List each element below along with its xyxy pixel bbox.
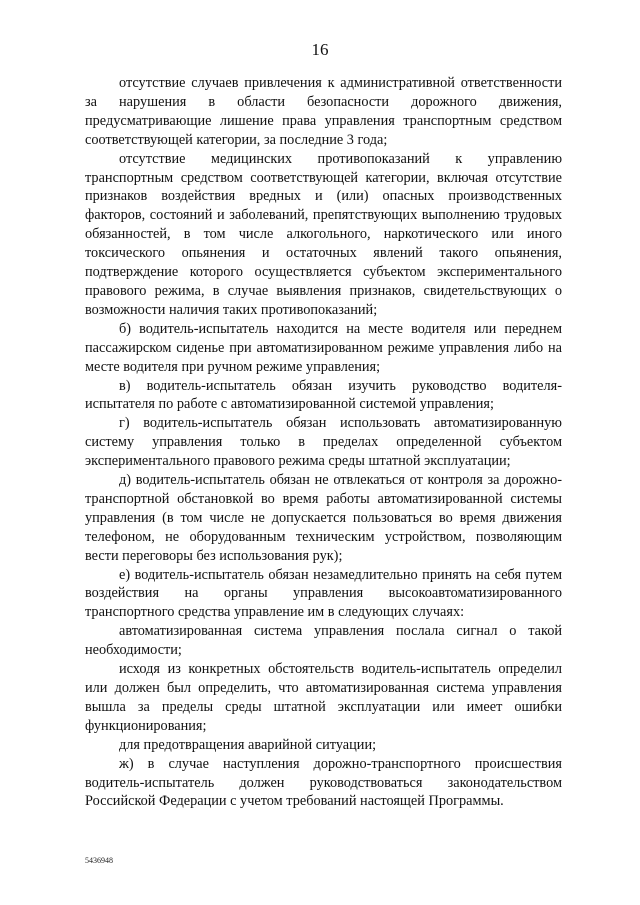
document-id: 5436948 (85, 856, 113, 865)
paragraph-prevent-emergency: для предотвращения аварийной ситуации; (119, 736, 377, 753)
paragraph-b-driver-seat: б) водитель-испытатель находится на месте водителя или переднем пассажирском сиденье при автоматизированном режиме управления либо на месте водителя при ручном режиме управления; (85, 320, 562, 375)
page-number: 16 (311, 40, 329, 59)
paragraph-e-take-control: е) водитель-испытатель обязан незамедлительно принять на себя путем воздействия на органы управления высокоавтоматизированного транспортного средства управление им в следующих случаях: (85, 566, 562, 621)
paragraph-exceeds-odd: исходя из конкретных обстоятельств водитель-испытатель определил или должен был определить, что автоматизированная система управления вышла за пределы среды штатной эксплуатации или имеет ошибки функционирования; (85, 661, 562, 734)
paragraph-v-study-manual: в) водитель-испытатель обязан изучить руководство водителя-испытателя по работе с автоматизированной системой управления; (85, 377, 562, 413)
document-body (85, 74, 562, 811)
paragraph-d-no-distraction: д) водитель-испытатель обязан не отвлекаться от контроля за дорожно-транспортной обстановкой во время работы автоматизированной системы управления (в том числе не допускается пользоваться во время движения телефоном, не оборудованным техническим устройством, позволяющим вести переговоры без использования рук); (85, 472, 562, 564)
paragraph-g-use-within-odd: г) водитель-испытатель обязан использовать автоматизированную систему управления только в пределах определенной субъектом экспериментального правового режима среды штатной эксплуатации; (85, 415, 562, 470)
paragraph-no-violations: отсутствие случаев привлечения к административной ответственности за нарушения в области безопасности дорожного движения, предусматривающие лишение права управления транспортным средством соответствующей категории, за последние 3 года; (85, 75, 562, 148)
paragraph-zh-accident: ж) в случае наступления дорожно-транспортного происшествия водитель-испытатель должен руководствоваться законодательством Российской Федерации с учетом требований настоящей Программы. (85, 755, 562, 810)
paragraph-no-medical-contraindications: отсутствие медицинских противопоказаний к управлению транспортным средством соответствующей категории, включая отсутствие признаков воздействия вредных и (или) опасных производственных факторов, состояний и заболеваний, препятствующих выполнению трудовых обязанностей, в том числе алкогольного, наркотического или иного токсического опьянения и остаточных явлений такого опьянения, подтверждение которого осуществляется субъектом экспериментального правового режима, в случае выявления признаков, свидетельствующих о возможности наличия таких противопоказаний; (85, 150, 562, 318)
paragraph-system-signal: автоматизированная система управления послала сигнал о такой необходимости; (85, 623, 562, 659)
